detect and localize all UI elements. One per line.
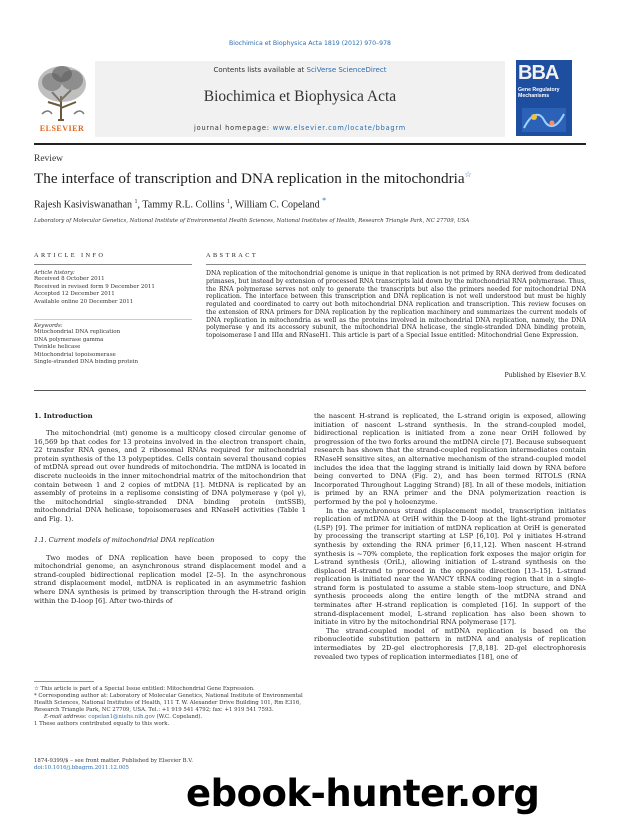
journal-name: Biochimica et Biophysica Acta: [203, 88, 397, 105]
left-column: [34, 412, 306, 605]
header-divider: [34, 143, 586, 145]
keyword: Twinkle helicase: [34, 344, 81, 351]
article-type: Review: [34, 154, 64, 164]
email-link[interactable]: copelan1@niehs.nih.gov: [88, 714, 155, 721]
author-name: Tammy R.L. Collins: [142, 199, 225, 211]
author-name: Rajesh Kasiviswanathan: [34, 199, 133, 211]
abstract-heading: ABSTRACT: [206, 252, 259, 259]
email-footnote: E-mail address: copelan1@niehs.nih.gov (W.C. Copeland).: [44, 714, 203, 721]
front-matter-footer: [34, 758, 193, 772]
cover-artwork: [522, 108, 566, 132]
author-mark: 1: [134, 199, 138, 205]
body-paragraph: The strand-coupled model of mtDNA replication is based on the ribonucleotide substitution pattern in mtDNA and analysis of replication intermediates by 2D-gel electrophoresis [7,8,18]. 2D-gel electrophoresis revealed two types of replication intermediates [18], one of: [314, 626, 586, 661]
title-footnote-mark[interactable]: ☆: [464, 170, 472, 179]
contents-available-line: Contents lists available at SciVerse ScienceDirect: [213, 66, 387, 74]
cover-subtitle: Gene Regulatory Mechanisms: [518, 87, 560, 99]
keywords-label: Keywords:: [34, 323, 63, 329]
affiliation: Laboratory of Molecular Genetics, National Institute of Environmental Health Sciences, National Institutes of Health, Research Triangle Park, NC 27709, USA: [34, 218, 470, 224]
abstract-text: DNA replication of the mitochondrial genome is unique in that replication is not primed by RNA derived from dedicated primases, but instead by extension of processed RNA transcripts laid down by the mitochondrial RNA polymerase. Thus, the RNA polymerase serves not only to generate the transcripts but also the primers needed for mitochondrial DNA replication. The interface between this transcription and DNA replication is not well understood but must be highly regulated and coordinated to carry out both mitochondrial DNA replication and transcription. This review focuses on the extension of RNA primers for DNA replication by the replication machinery and summarizes the current models of DNA replication in mitochondria as well as the proteins involved in mitochondrial DNA replication, namely, the DNA polymerase γ and its accessory subunit, the mitochondrial DNA helicase, the single-stranded DNA binding protein, topoisomerase I and IIIα and RNaseH1. This article is part of a Special Issue entitled: Mitochondrial Gene Expression.: [206, 270, 586, 339]
publisher-line: Published by Elsevier B.V.: [504, 372, 586, 379]
subsection-heading: 1.1. Current models of mitochondrial DNA replication: [34, 535, 215, 544]
keyword: Single-stranded DNA binding protein: [34, 359, 139, 366]
right-column: [314, 412, 586, 661]
section-heading: 1. Introduction: [34, 412, 93, 420]
cover-title: BBA: [518, 62, 559, 84]
history-label: Article history:: [34, 270, 75, 276]
history-item: Accepted 12 December 2011: [34, 291, 115, 298]
body-paragraph: the nascent H-strand is replicated, the L-strand origin is exposed, allowing initiation of nascent L-strand synthesis. In the strand-coupled model, bidirectional replication is initiated from a zone near OriH followed by progression of the two forks around the mtDNA circle [7]. Because subsequent research has shown that the strand-coupled replication intermediates contain RNaseH sensitive sites, an alternative mechanism of the strand-coupled model includes the idea that the lagging strand is initially laid down by RNA before being converted to DNA (Fig. 2), and has been termed RITOLS (RNA Incorporated Throughout Lagging Strand) [8]. In all of these models, initiation is primed by an RNA primer and the DNA polymerization reaction is performed by the pol γ holoenzyme.: [314, 412, 586, 506]
footnotes: [34, 686, 306, 729]
issn-line: 1874-9399/$ – see front matter. Published by Elsevier B.V.: [34, 758, 193, 764]
watermark: ebook-hunter.org: [186, 772, 540, 815]
corresponding-author-footnote: * Corresponding author at: Laboratory of Molecular Genetics, National Institute of Environmental Health Sciences, National Institutes of Health, 111 T. W. Alexander Drive Building 101, Rm E316, Research Triangle Park, NC 27709, USA. Tel.: +1 919 541 4792; fax: +1 919 541 7593.: [34, 693, 303, 714]
abstract-bottom-rule: [34, 390, 586, 391]
journal-homepage-line: journal homepage: www.elsevier.com/locate/bbagrm: [193, 124, 407, 132]
elsevier-wordmark: ELSEVIER: [39, 124, 85, 133]
keyword: Mitochondrial DNA replication: [34, 329, 121, 335]
article-info-heading: ARTICLE INFO: [34, 252, 106, 259]
author-mark: 1: [226, 199, 230, 205]
keyword: DNA polymerase gamma: [34, 336, 104, 343]
equal-contribution-footnote: 1 These authors contributed equally to this work.: [34, 721, 170, 728]
history-item: Available online 20 December 2011: [34, 298, 134, 305]
journal-citation-link[interactable]: Biochimica et Biophysica Acta 1819 (2012) 970–978: [229, 40, 391, 47]
body-paragraph: In the asynchronous strand displacement model, transcription initiates replication of mtDNA at OriH within the D-loop at the light-strand promoter (LSP) [9]. The primer for initiation of mtDNA replication at OriH is generated by processing the transcript starting at LSP [6,10]. Pol γ initiates H-strand synthesis by extending the RNA primer [6,11,12]. When nascent H-strand synthesis is ~70% complete, the replication fork exposes the major origin for L-strand synthesis (OriL), allowing initiation of L-strand synthesis on the displaced H-strand to proceed in the opposite direction [13–15]. L-strand replication is initiated near the WANCY tRNA coding region that in a single-strand form is postulated to assume a stable stem–loop structure, and DNA synthesis proceeds along the entire length of the mtDNA strand and terminates after H-strand replication is completed [16]. In support of the strand-displacement model, L-strand replication has also been shown to initiate in vitro by the mitochondrial RNA polymerase [17].: [314, 506, 586, 627]
keyword: Mitochondrial topoisomerase: [34, 351, 116, 358]
corresponding-author-mark[interactable]: *: [322, 196, 327, 205]
abstract-rule: [206, 264, 586, 265]
article-history: [34, 270, 194, 306]
author-list: Rajesh Kasiviswanathan $^1$, Tammy R.L. Collins $^1$, William C. Copeland *: [34, 196, 327, 211]
doi-link[interactable]: doi:10.1016/j.bbagrm.2011.12.005: [34, 765, 129, 772]
article-title: The interface of transcription and DNA replication in the mitochondria☆: [34, 170, 472, 188]
journal-homepage-link[interactable]: www.elsevier.com/locate/bbagrm: [272, 124, 407, 132]
special-issue-footnote: ☆ This article is part of a Special Issue entitled: Mitochondrial Gene Expression.: [34, 686, 255, 692]
keywords-block: [34, 323, 194, 367]
history-item: Received 8 October 2011: [34, 276, 105, 282]
body-paragraph: Two modes of DNA replication have been proposed to copy the mitochondrial genome, an asynchronous strand displacement model and a strand-coupled bidirectional replication model [2–5]. In the asynchronous strand displacement model, mtDNA is replicated in an asymmetric fashion where DNA synthesis is primed by transcription through the H-strand origin within the D-loop [6]. After two-thirds of: [34, 553, 306, 605]
sciencedirect-link[interactable]: SciVerse ScienceDirect: [306, 66, 387, 74]
body-paragraph: The mitochondrial (mt) genome is a multicopy closed circular genome of 16,569 bp that codes for 13 proteins involved in the electron transport chain, 22 transfer RNA genes, and 2 ribosomal RNAs required for mitochondrial protein synthesis of the 13 polypeptides. Cells contain several thousand copies of mtDNA spread out over hundreds of mitochondria. The mtDNA is located in discrete nucleoids in the inner mitochondrial matrix of the mitochondrion that contain between 1 and 2 copies of mtDNA [1]. MtDNA is replicated by an assembly of proteins in a replisome consisting of DNA polymerase γ (pol γ), the mitochondrial single-stranded DNA binding protein (mtSSB), mitochondrial DNA helicase, topoisomerases and RNaseH activities (Table 1 and Fig. 1).: [34, 429, 306, 523]
footnote-rule: [34, 681, 94, 682]
history-item: Received in revised form 9 December 2011: [34, 283, 155, 290]
article-info-rule: [34, 264, 192, 265]
author-name: William C. Copeland: [234, 199, 320, 211]
keywords-rule: [34, 319, 192, 320]
